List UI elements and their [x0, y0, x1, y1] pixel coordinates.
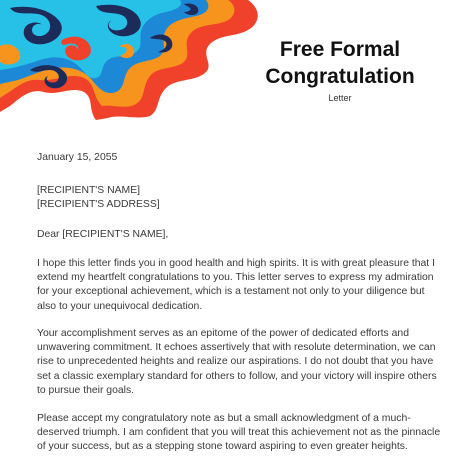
salutation: Dear [RECIPIENT'S NAME], — [37, 229, 169, 240]
document-title-line-1: Free Formal — [279, 38, 401, 61]
document-title-line-2: Congratulation — [265, 65, 415, 88]
recipient-address: [RECIPIENT'S ADDRESS] — [37, 199, 160, 210]
paragraph-1: I hope this letter finds you in good health and high spirits. It is with great pleasure that I extend my heartfelt congratulations to you. This letter serves to express my admiration for your exceptional achievement, which is a testament not only to your diligence but also to your unequivocal dedication. — [37, 258, 435, 312]
document-subtitle: Letter — [328, 93, 352, 103]
recipient-name: [RECIPIENT'S NAME] — [37, 185, 141, 196]
paragraph-3: Please accept my congratulatory note as but a small acknowledgment of a much-deserved triumph. I am confident that you will treat this achievement not as the pinnacle of your success, but as a stepping stone toward aspiring to even greater heights. — [37, 413, 441, 453]
paragraph-2: Your accomplishment serves as an epitome of the power of dedicated efforts and unwavering commitment. It echoes assertively that with resolute determination, we can rise to unprecedented heights and realize our aspirations. I do not doubt that you have set a classic exemplary standard for others to follow, and your victory will inspire others to pursue their goals. — [37, 328, 437, 396]
letter-date: January 15, 2055 — [37, 152, 118, 163]
